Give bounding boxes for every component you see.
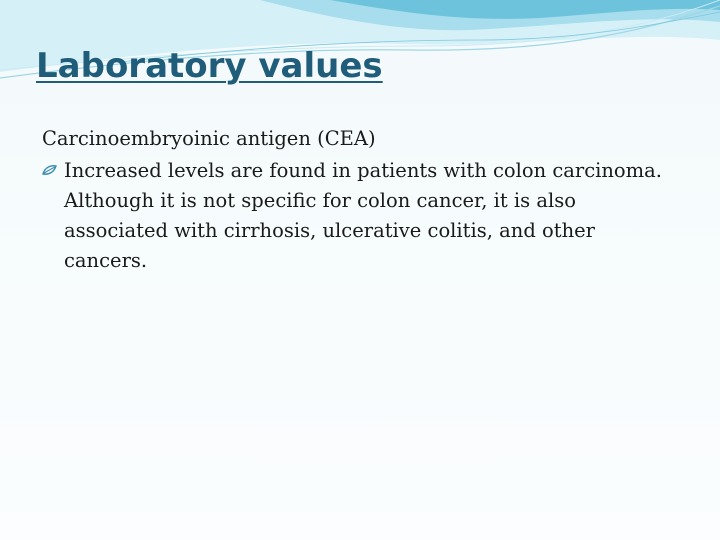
slide-title: Laboratory values <box>36 46 383 86</box>
bullet-text: Increased levels are found in patients with colon carcinoma. Although it is not specific for colon cancer, it is also associated with cirrhosis, ulcerative colitis, and other cancers. <box>64 159 662 272</box>
subheading: Carcinoembryoinic antigen (CEA) <box>42 127 376 150</box>
leaf-bullet-icon <box>42 156 62 186</box>
slide-body <box>42 124 682 276</box>
bullet-item <box>42 156 682 276</box>
